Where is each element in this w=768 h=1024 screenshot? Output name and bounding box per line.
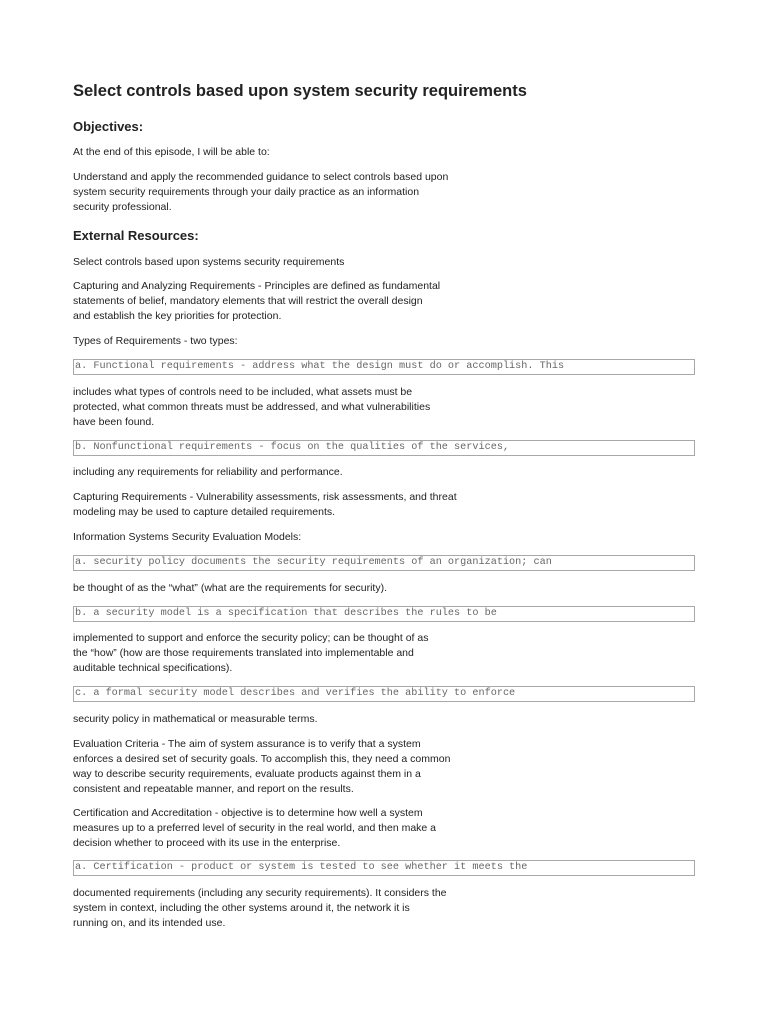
text-line: decision whether to proceed with its use in the enterprise.	[73, 837, 341, 849]
text-line: have been found.	[73, 416, 155, 428]
functional-continuation	[73, 385, 430, 430]
text-line: Capturing Requirements - Vulnerability assessments, risk assessments, and threat	[73, 491, 457, 503]
text-line: Certification and Accreditation - objective is to determine how well a system	[73, 807, 423, 819]
capturing-analyzing-paragraph	[73, 279, 440, 324]
text-line: statements of belief, mandatory elements that will restrict the overall design	[73, 295, 423, 307]
certification-continuation	[73, 886, 447, 931]
certification-accreditation-paragraph	[73, 806, 436, 851]
text-line: enforces a desired set of security goals. To accomplish this, they need a common	[73, 753, 451, 765]
text-line: system in context, including the other systems around it, the network it is	[73, 902, 410, 914]
code-block-security-model	[73, 606, 695, 622]
text-line: documented requirements (including any security requirements). It considers the	[73, 887, 447, 899]
code-text: b. Nonfunctional requirements - focus on the qualities of the services,	[75, 442, 510, 453]
text-line: way to describe security requirements, evaluate products against them in a	[73, 768, 421, 780]
external-resources-heading: External Resources:	[73, 228, 199, 243]
policy-continuation: be thought of as the “what” (what are the requirements for security).	[73, 582, 387, 594]
code-text: a. security policy documents the security requirements of an organization; can	[75, 557, 552, 568]
text-line: modeling may be used to capture detailed requirements.	[73, 506, 336, 518]
nonfunctional-continuation: including any requirements for reliability and performance.	[73, 466, 343, 478]
code-text: b. a security model is a specification that describes the rules to be	[75, 608, 497, 619]
capturing-requirements-paragraph	[73, 490, 457, 520]
model-continuation	[73, 631, 428, 676]
text-line: running on, and its intended use.	[73, 917, 226, 929]
text-line: the “how” (how are those requirements translated into implementable and	[73, 647, 414, 659]
text-line: protected, what common threats must be addressed, and what vulnerabilities	[73, 401, 431, 413]
code-block-formal-model	[73, 686, 695, 702]
formal-continuation: security policy in mathematical or measurable terms.	[73, 713, 318, 725]
objectives-heading: Objectives:	[73, 119, 144, 134]
text-line: auditable technical specifications).	[73, 662, 233, 674]
evaluation-models-intro: Information Systems Security Evaluation Models:	[73, 531, 302, 543]
text-line: consistent and repeatable manner, and report on the results.	[73, 783, 354, 795]
code-block-certification	[73, 860, 695, 876]
code-text: c. a formal security model describes and verifies the ability to enforce	[75, 688, 516, 699]
objective-paragraph	[73, 170, 448, 215]
types-intro-text: Types of Requirements - two types:	[73, 335, 238, 347]
text-line: measures up to a preferred level of security in the real world, and then make a	[73, 822, 437, 834]
page-title: Select controls based upon system security requirements	[73, 82, 527, 100]
text-line: Capturing and Analyzing Requirements - Principles are defined as fundamental	[73, 280, 441, 292]
text-line: implemented to support and enforce the security policy; can be thought of as	[73, 632, 429, 644]
code-text: a. Certification - product or system is tested to see whether it meets the	[75, 862, 528, 873]
text-line: Evaluation Criteria - The aim of system assurance is to verify that a system	[73, 738, 421, 750]
text-line: includes what types of controls need to be included, what assets must be	[73, 386, 413, 398]
code-block-functional	[73, 359, 695, 375]
text-line: and establish the key priorities for protection.	[73, 310, 282, 322]
resource-link-text: Select controls based upon systems security requirements	[73, 256, 345, 268]
evaluation-criteria-paragraph	[73, 737, 450, 797]
text-line: Understand and apply the recommended guidance to select controls based upon	[73, 171, 449, 183]
text-line: system security requirements through your daily practice as an information	[73, 186, 420, 198]
text-line: security professional.	[73, 201, 172, 213]
code-block-nonfunctional	[73, 440, 695, 456]
code-text: a. Functional requirements - address what the design must do or accomplish. This	[75, 361, 565, 372]
intro-text: At the end of this episode, I will be able to:	[73, 146, 270, 158]
code-block-security-policy	[73, 555, 695, 571]
